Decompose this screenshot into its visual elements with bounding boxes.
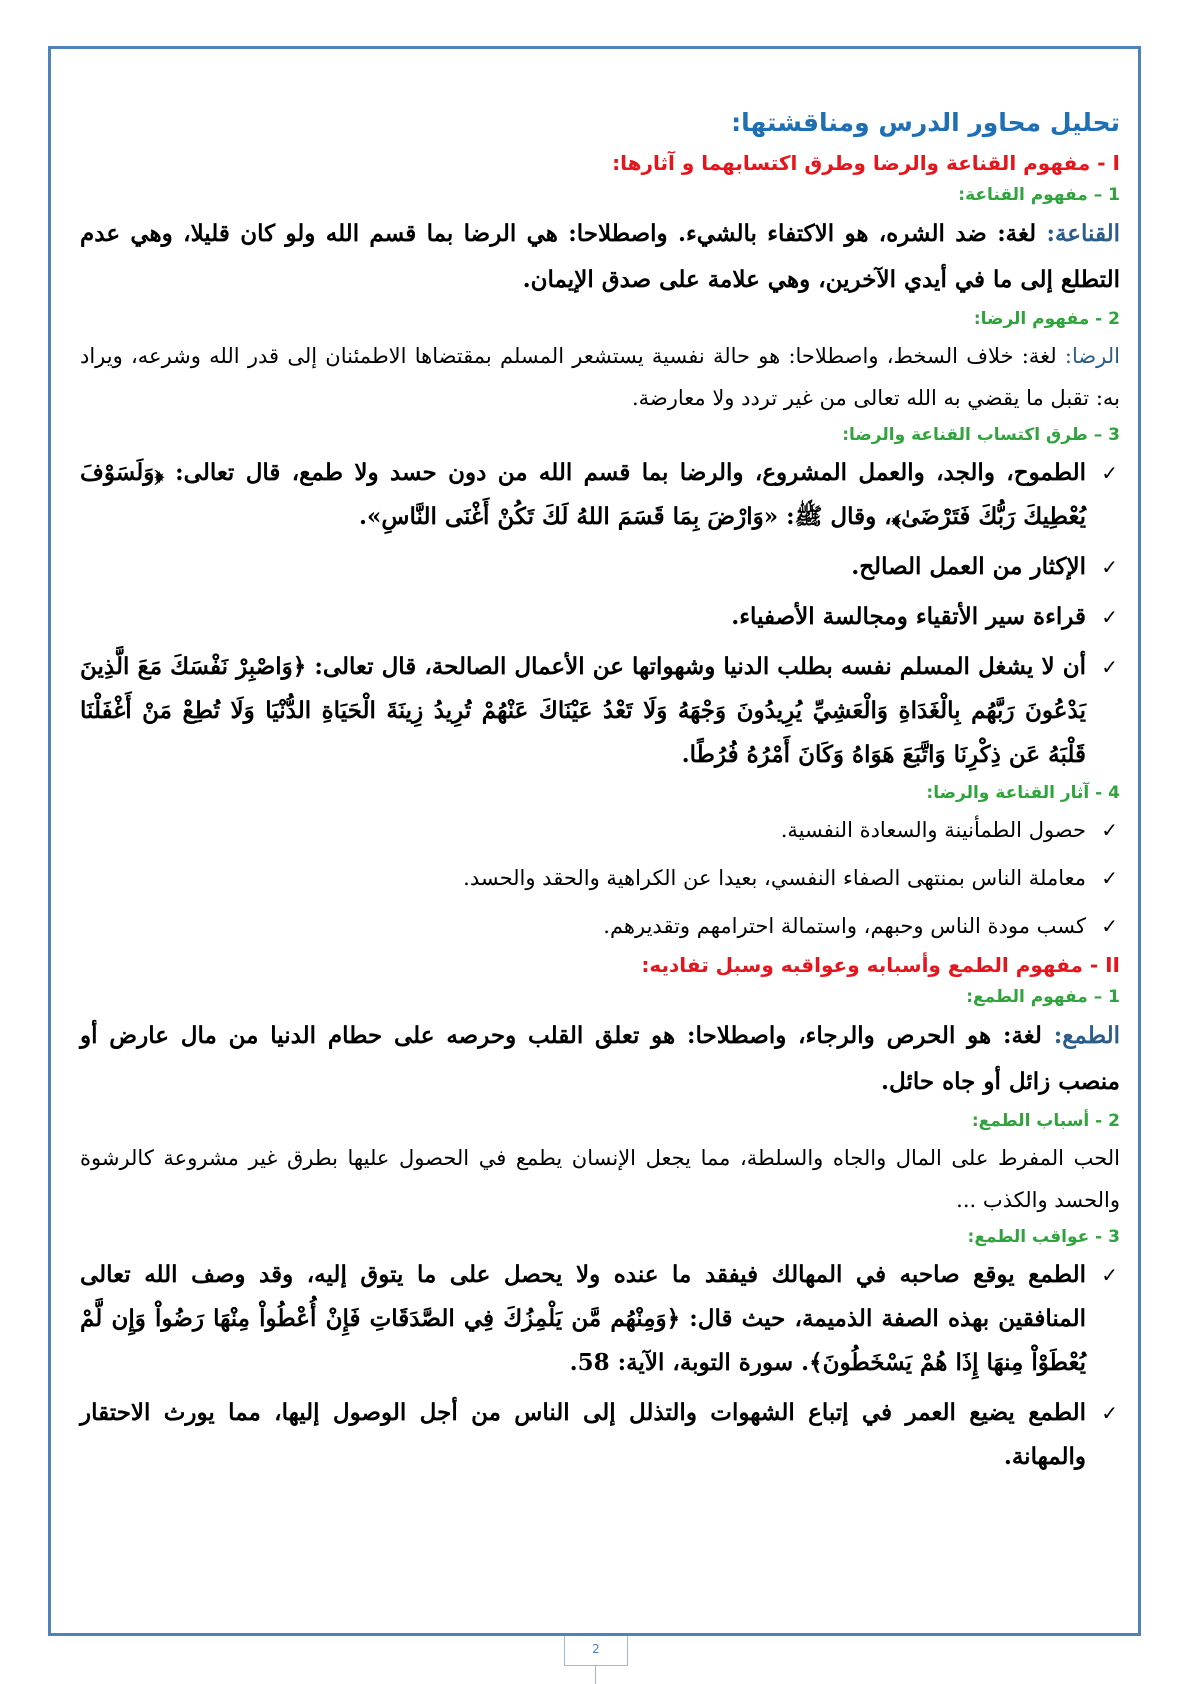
check-icon: ✓: [1101, 655, 1118, 679]
rida-definition: [80, 335, 1120, 419]
section-2-heading: II - مفهوم الطمع وأسبابه وعواقبه وسبل تفاديه:: [641, 953, 1120, 977]
list-item: ✓ أن لا يشغل المسلم نفسه بطلب الدنيا وشهواتها عن الأعمال الصالحة، قال تعالى: ﴿وَاصْبِرْ نَفْسَكَ مَعَ الَّذِينَ يَدْعُونَ رَبَّهُم بِالْغَدَاةِ وَالْعَشِيِّ يُرِيدُونَ وَجْهَهُ وَلَا تَعْدُ عَيْنَاكَ عَنْهُمْ تُرِيدُ زِينَةَ الْحَيَاةِ الدُّنْيَا وَلَا تُطِعْ مَنْ أَغْفَلْنَا قَلْبَهُ عَن ذِكْرِنَا وَاتَّبَعَ هَوَاهُ وَكَانَ أَمْرُهُ فُرُطًا.: [80, 645, 1120, 777]
qanaa-concept-heading: 1 – مفهوم القناعة:: [958, 185, 1120, 205]
effects-heading: 4 - آثار القناعة والرضا:: [926, 783, 1120, 803]
greed-term: الطمع:: [1053, 1022, 1120, 1049]
check-icon: ✓: [1101, 818, 1118, 842]
section-1-heading: I - مفهوم القناعة والرضا وطرق اكتسابهما و آثارها:: [612, 151, 1120, 175]
greed-definition: [80, 1013, 1120, 1105]
acquisition-methods-list: [80, 451, 1120, 777]
list-item: ✓ الإكثار من العمل الصالح.: [80, 545, 1120, 589]
check-icon: ✓: [1101, 461, 1118, 485]
greed-concept-heading: 1 – مفهوم الطمع:: [966, 987, 1120, 1007]
page-number-divider: [595, 1666, 596, 1684]
greed-causes-text: الحب المفرط على المال والجاه والسلطة، مما يجعل الإنسان يطمع في الحصول عليها بطرق غير مشروعة كالرشوة والحسد والكذب ...: [80, 1146, 1120, 1212]
qanaa-term: القناعة:: [1046, 220, 1120, 247]
greed-consequences-list: [80, 1253, 1120, 1479]
list-item: ✓ الطموح، والجد، والعمل المشروع، والرضا بما قسم الله من دون حسد ولا طمع، قال تعالى: ﴿وَلَسَوْفَ يُعْطِيكَ رَبُّكَ فَتَرْضَىٰ﴾، وقال ﷺ: «وَارْضَ بِمَا قَسَمَ اللهُ لَكَ تَكُنْ أَغْنَى النَّاسِ».: [80, 451, 1120, 539]
check-icon: ✓: [1101, 914, 1118, 938]
check-icon: ✓: [1101, 1263, 1118, 1287]
check-icon: ✓: [1101, 1401, 1118, 1425]
effects-list: [80, 809, 1120, 947]
page-number: 2: [564, 1636, 628, 1666]
check-icon: ✓: [1101, 605, 1118, 629]
rida-concept-heading: 2 - مفهوم الرضا:: [973, 309, 1120, 329]
list-item: ✓ الطمع يضيع العمر في إتباع الشهوات والتذلل إلى الناس من أجل الوصول إليها، مما يورث الاحتقار والمهانة.: [80, 1391, 1120, 1479]
acquisition-methods-heading: 3 – طرق اكتساب القناعة والرضا:: [842, 425, 1120, 445]
list-item: ✓ معاملة الناس بمنتهى الصفاء النفسي، بعيدا عن الكراهية والحقد والحسد.: [80, 857, 1120, 899]
list-item: ✓ كسب مودة الناس وحبهم، واستمالة احترامهم وتقديرهم.: [80, 905, 1120, 947]
greed-consequences-heading: 3 - عواقب الطمع:: [967, 1227, 1120, 1247]
page-title: تحليل محاور الدرس ومناقشتها:: [731, 108, 1120, 137]
rida-term: الرضا:: [1064, 344, 1120, 368]
document-body: [80, 108, 1120, 1485]
list-item: ✓ حصول الطمأنينة والسعادة النفسية.: [80, 809, 1120, 851]
rida-definition-text: لغة: خلاف السخط، واصطلاحا: هو حالة نفسية يستشعر المسلم بمقتضاها الاطمئنان إلى قدر الله وشرعه، ويراد به: تقبل ما يقضي به الله تعالى من غير تردد ولا معارضة.: [80, 344, 1120, 410]
check-icon: ✓: [1101, 555, 1118, 579]
list-item: ✓ قراءة سير الأتقياء ومجالسة الأصفياء.: [80, 595, 1120, 639]
qanaa-definition: [80, 211, 1120, 303]
greed-definition-text: لغة: هو الحرص والرجاء، واصطلاحا: هو تعلق القلب وحرصه على حطام الدنيا من مال عارض أو منصب زائل أو جاه حائل.: [80, 1022, 1120, 1095]
check-icon: ✓: [1101, 866, 1118, 890]
list-item: ✓ الطمع يوقع صاحبه في المهالك فيفقد ما عنده ولا يحصل على ما يتوق إليه، وقد وصف الله تعالى المنافقين بهذه الصفة الذميمة، حيث قال: ﴿وَمِنْهُم مَّن يَلْمِزُكَ فِي الصَّدَقَاتِ فَإِنْ أُعْطُواْ مِنْهَا رَضُواْ وَإِن لَّمْ يُعْطَوْاْ مِنهَا إِذَا هُمْ يَسْخَطُونَ﴾. سورة التوبة، الآية: 58.: [80, 1253, 1120, 1385]
greed-causes-heading: 2 - أسباب الطمع:: [971, 1111, 1120, 1131]
qanaa-definition-text: لغة: ضد الشره، هو الاكتفاء بالشيء. واصطلاحا: هي الرضا بما قسم الله ولو كان قليلا، وهي عدم التطلع إلى ما في أيدي الآخرين، وهي علامة على صدق الإيمان.: [80, 220, 1120, 293]
